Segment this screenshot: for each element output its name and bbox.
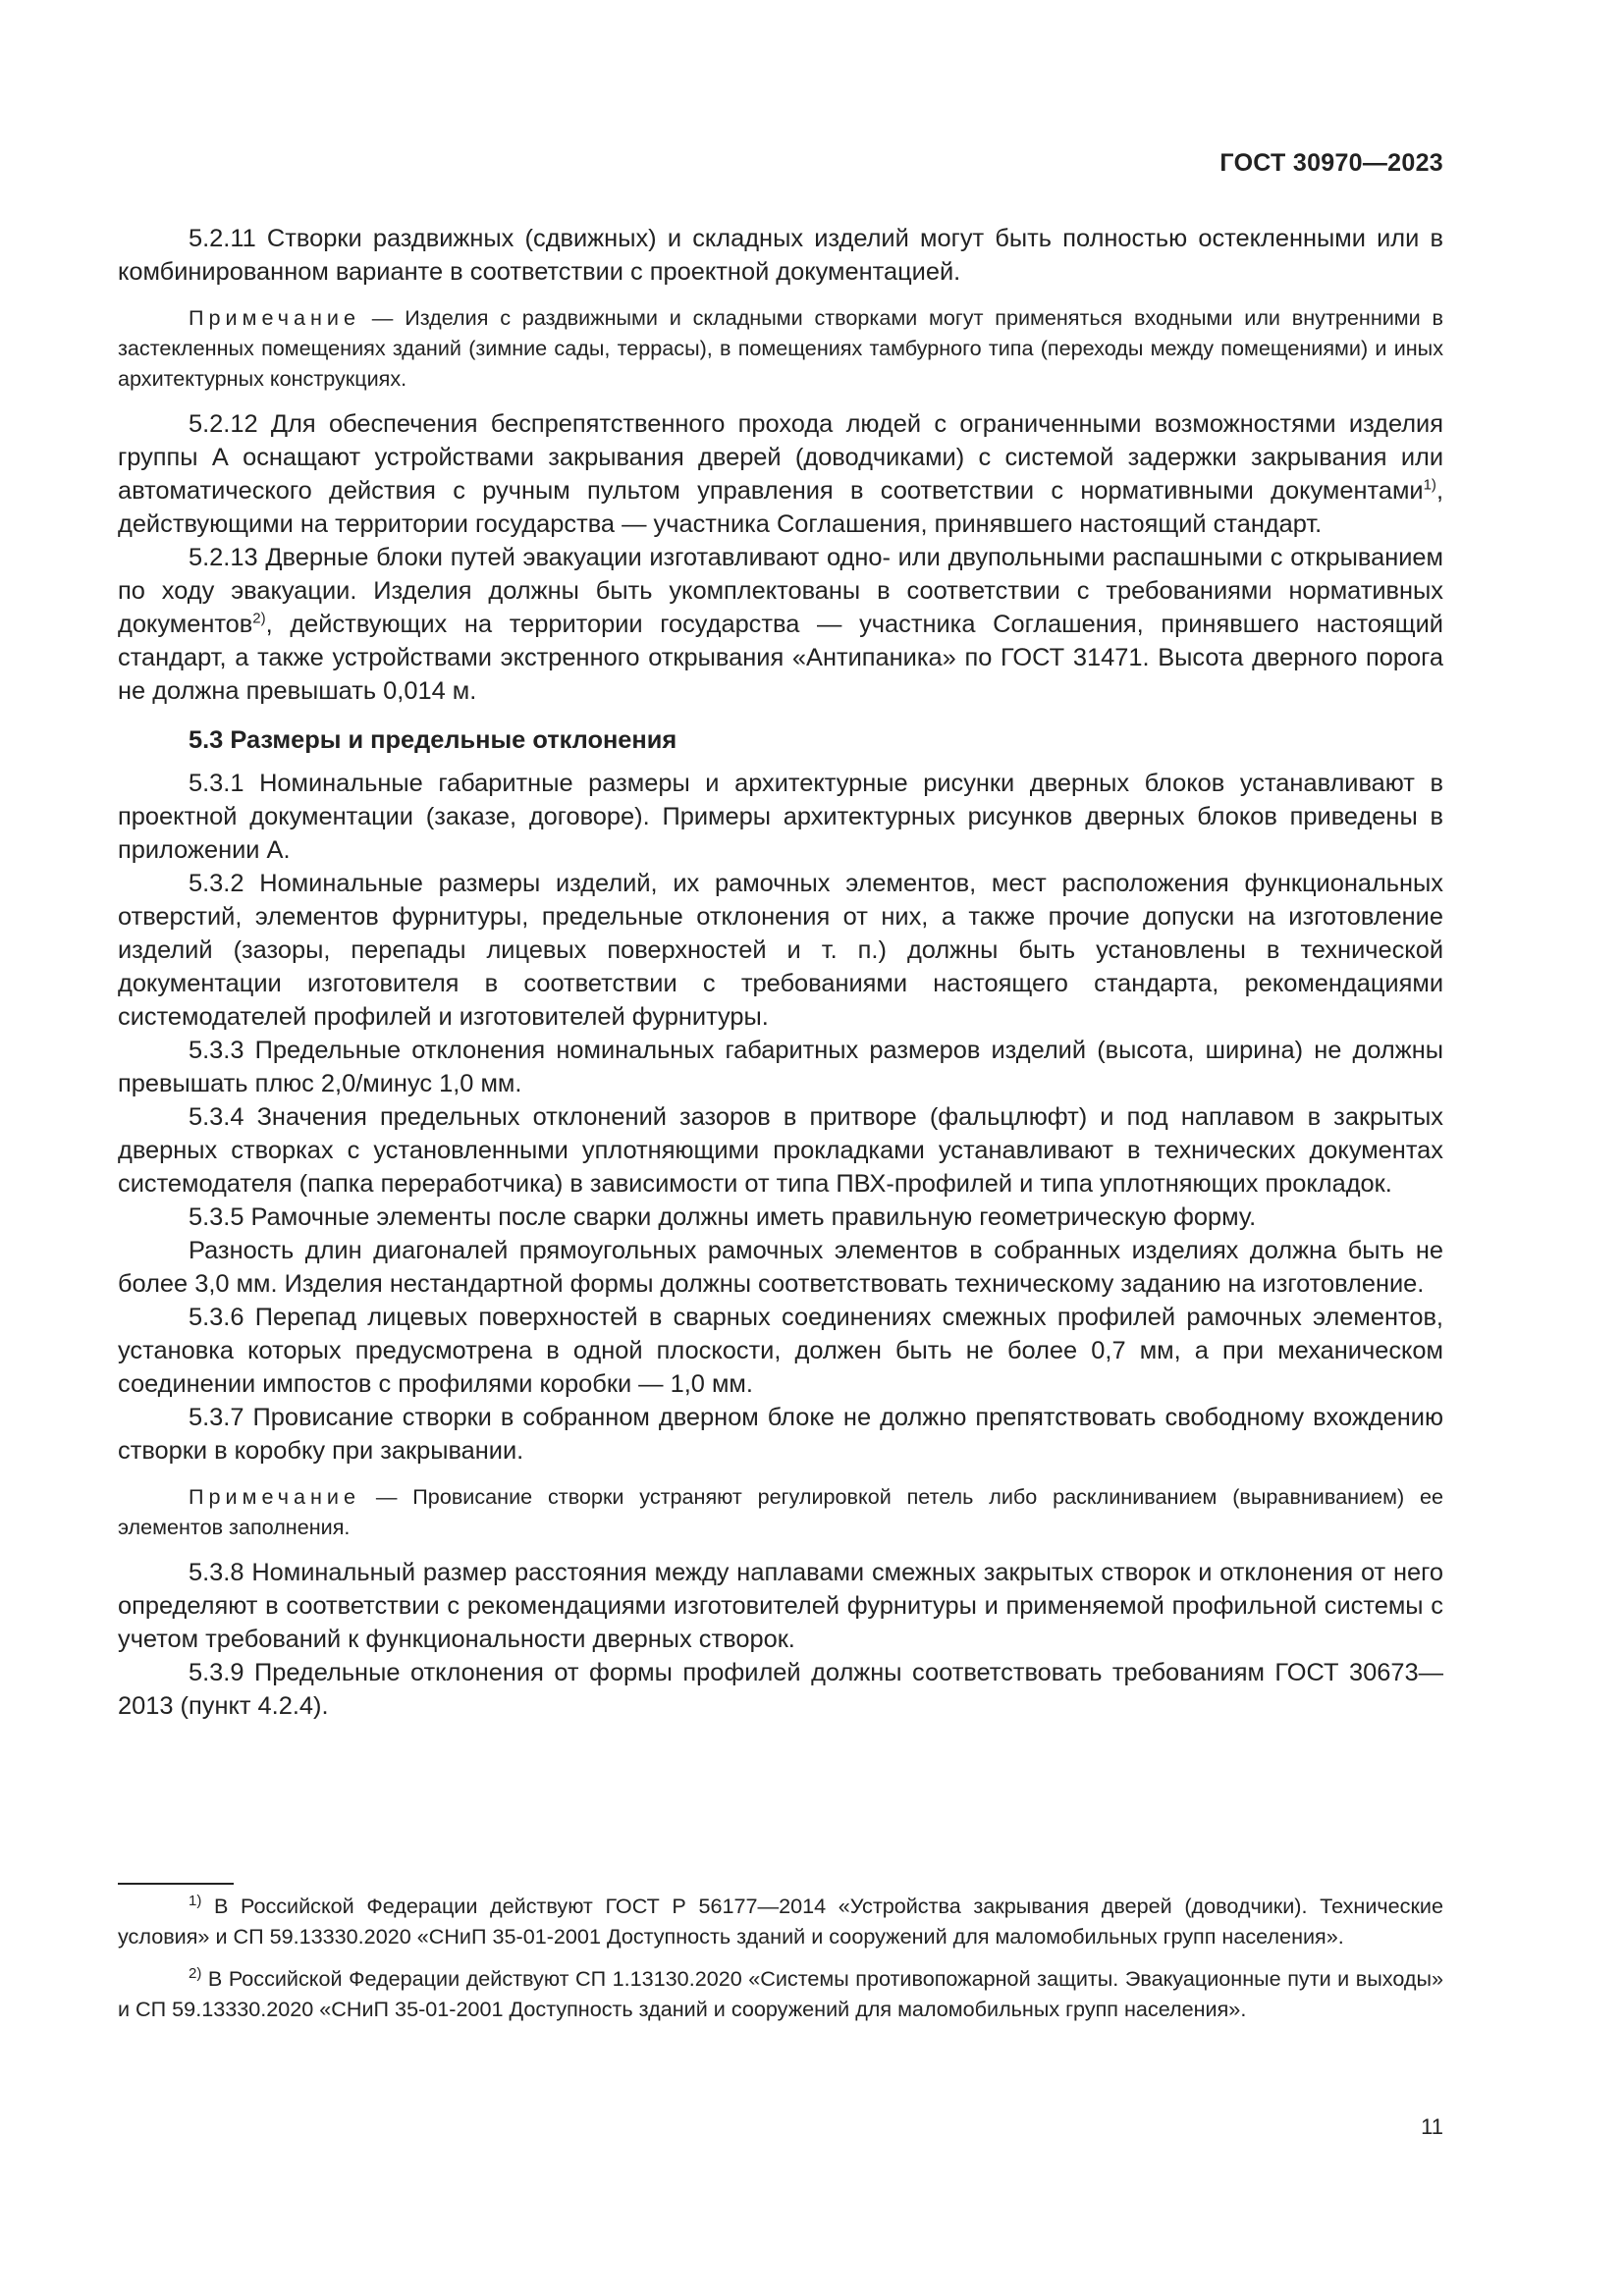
document-body [118, 222, 1443, 1723]
footnote-2 [118, 1963, 1443, 2024]
paragraph-text: , действующих на территории государства — участника Соглашения, принявшего настоящий стандарт, а также устройствами экстренного открывания «Антипаника» по ГОСТ 31471. Высота дверного порога не должна превышать 0,014 м. [118, 611, 1443, 705]
paragraph-5-3-5-continued: Разность длин диагоналей прямоугольных рамочных элементов в собранных изделиях должна быть не более 3,0 мм. Изделия нестандартной формы должны соответствовать техническому заданию на изготовление. [118, 1237, 1443, 1298]
paragraph-5-3-6: 5.3.6 Перепад лицевых поверхностей в сварных соединениях смежных профилей рамочных элементов, установка которых предусмотрена в одной плоскости, должен быть не более 0,7 мм, а при механическом соединении импостов с профилями коробки — 1,0 мм. [118, 1304, 1443, 1398]
note-text: — Провисание створки устраняют регулировкой петель либо расклиниванием (выравниванием) ее элементов заполнения. [118, 1484, 1443, 1539]
paragraph-text: 5.2.12 Для обеспечения беспрепятственного прохода людей с ограниченными возможностями изделия группы А оснащают устройствами закрывания дверей (доводчиками) с системой задержки закрывания или автоматического действия с ручным пультом управления в соответствии с нормативными документами [118, 410, 1443, 505]
paragraph-5-3-3: 5.3.3 Предельные отклонения номинальных габаритных размеров изделий (высота, ширина) не должны превышать плюс 2,0/минус 1,0 мм. [118, 1037, 1443, 1097]
paragraph-text: 5.2.13 Дверные блоки путей эвакуации изготавливают одно- или двупольными распашными с открыванием по ходу эвакуации. Изделия должны быть укомплектованы в соответствии с требованиями нормативных документов [118, 544, 1443, 638]
footnote-ref-2[interactable]: 2) [252, 610, 266, 627]
section-heading-5-3: 5.3 Размеры и предельные отклонения [189, 726, 677, 754]
footnote-divider [118, 1883, 234, 1885]
paragraph-5-3-7: 5.3.7 Провисание створки в собранном дверном блоке не должно препятствовать свободному вхождению створки в коробку при закрывании. [118, 1404, 1443, 1465]
note-text: — Изделия с раздвижными и складными створками могут применяться входными или внутренними в застекленных помещениях зданий (зимние сады, террасы), в помещениях тамбурного типа (переходы между помещениями) и иных архитектурных конструкциях. [118, 305, 1443, 391]
note-label: Примечание [189, 1484, 360, 1509]
paragraph-5-3-5: 5.3.5 Рамочные элементы после сварки должны иметь правильную геометрическую форму. [189, 1203, 1257, 1231]
note-1 [118, 302, 1443, 394]
footnote-1 [118, 1891, 1443, 1951]
footnote-mark-1: 1) [189, 1892, 202, 1909]
paragraph-5-3-2: 5.3.2 Номинальные размеры изделий, их рамочных элементов, мест расположения функциональных отверстий, элементов фурнитуры, предельные отклонения от них, а также прочие допуски на изготовление изделий (зазоры, перепады лицевых поверхностей и т. п.) должны быть установлены в технической документации изготовителя в соответствии с требованиями настоящего стандарта, рекомендациями системодателей профилей и изготовителей фурнитуры. [118, 870, 1443, 1031]
paragraph-5-2-11: 5.2.11 Створки раздвижных (сдвижных) и складных изделий могут быть полностью остекленными или в комбинированном варианте в соответствии с проектной документацией. [118, 225, 1443, 286]
footnote-ref-1[interactable]: 1) [1423, 476, 1436, 494]
page-number: 11 [1421, 2114, 1443, 2139]
footnote-mark-2: 2) [189, 1964, 202, 1982]
footnote-text: В Российской Федерации действуют СП 1.13130.2020 «Системы противопожарной защиты. Эвакуационные пути и выходы» и СП 59.13330.2020 «СНиП 35-01-2001 Доступность зданий и сооружений для маломобильных групп населения». [118, 1966, 1443, 2021]
paragraph-5-2-13 [118, 541, 1443, 708]
footnotes [118, 1883, 1443, 2024]
document-page [118, 0, 1443, 2296]
footnote-text: В Российской Федерации действуют ГОСТ Р 56177—2014 «Устройства закрывания дверей (доводчики). Технические условия» и СП 59.13330.2020 «СНиП 35-01-2001 Доступность зданий и сооружений для маломобильных групп населения». [118, 1894, 1443, 1949]
note-label: Примечание [189, 305, 360, 330]
paragraph-5-3-1: 5.3.1 Номинальные габаритные размеры и архитектурные рисунки дверных блоков устанавливают в проектной документации (заказе, договоре). Примеры архитектурных рисунков дверных блоков приведены в приложении А. [118, 770, 1443, 864]
note-2 [118, 1481, 1443, 1542]
paragraph-5-2-12 [118, 407, 1443, 541]
paragraph-5-3-4: 5.3.4 Значения предельных отклонений зазоров в притворе (фальцлюфт) и под наплавом в закрытых дверных створках с установленными уплотняющими прокладками устанавливают в технических документах системодателя (папка переработчика) в зависимости от типа ПВХ-профилей и типа уплотняющих прокладок. [118, 1103, 1443, 1198]
paragraph-5-3-8: 5.3.8 Номинальный размер расстояния между наплавами смежных закрытых створок и отклонения от него определяют в соответствии с рекомендациями изготовителей фурнитуры и применяемой профильной системы с учетом требований к функциональности дверных створок. [118, 1559, 1443, 1653]
document-code-header: ГОСТ 30970—2023 [1219, 149, 1443, 177]
paragraph-text: , действующими на территории государства — участника Соглашения, принявшего настоящий стандарт. [118, 477, 1443, 538]
paragraph-5-3-9: 5.3.9 Предельные отклонения от формы профилей должны соответствовать требованиям ГОСТ 30673—2013 (пункт 4.2.4). [118, 1659, 1443, 1720]
